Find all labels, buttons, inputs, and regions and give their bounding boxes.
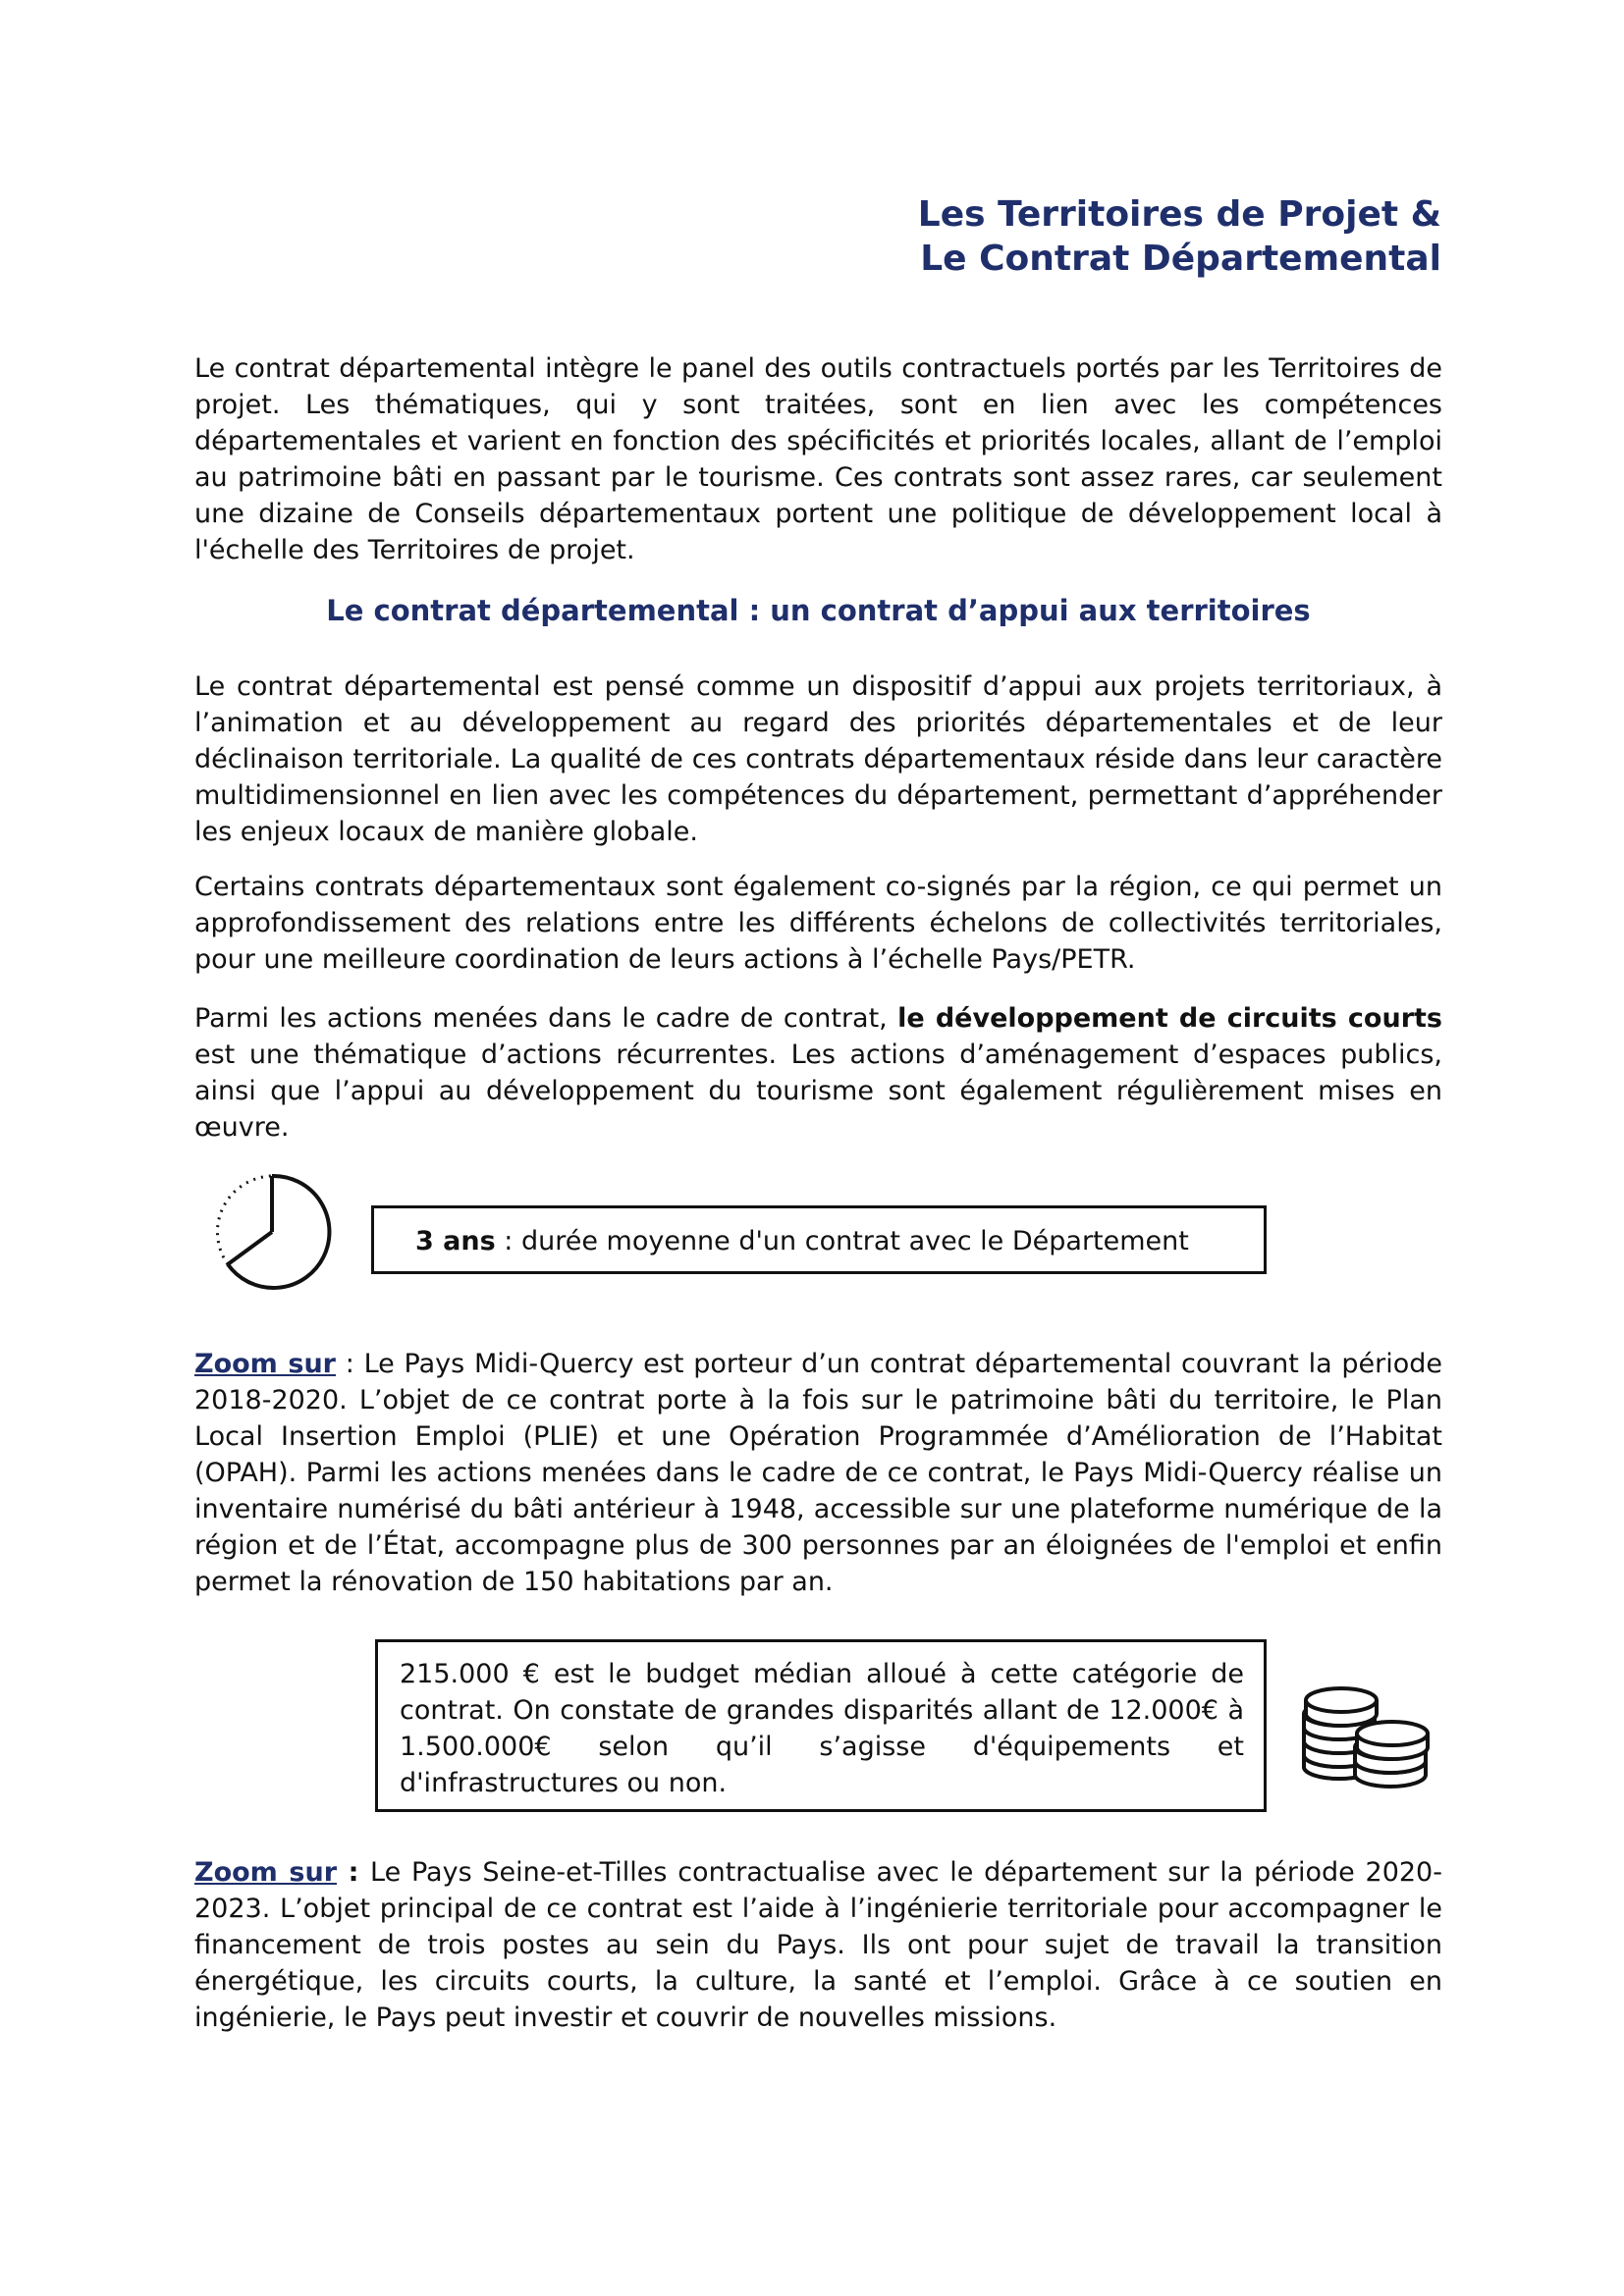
duration-stat-box [371, 1205, 1267, 1274]
intro-paragraph: Le contrat départemental intègre le panel des outils contractuels portés par les Territoires de projet. Les thématiques, qui y sont traitées, sont en lien avec les compétences départementales et varient en fonction des spécificités et priorités locales, allant de l’emploi au patrimoine bâti en passant par le tourisme. Ces contrats sont assez rares, car seulement une dizaine de Conseils départementaux portent une politique de développement local à l'échelle des Territoires de projet. [194, 353, 1442, 565]
budget-stat-text: 215.000 € est le budget médian alloué à cette catégorie de contrat. On constate de grandes disparités allant de 12.000€ à 1.500.000€ selon qu’il s’agisse d'équipements et d'infrastructures ou non. [400, 1659, 1244, 1798]
zoom-text: Le Pays Seine-et-Tilles contractualise avec le département sur la période 2020-2023. L’objet principal de ce contrat est l’aide à l’ingénierie territoriale pour accompagner le financement de trois postes au sein du Pays. Ils ont pour sujet de travail la transition énergétique, les circuits courts, la culture, la santé et l’emploi. Grâce à ce soutien en ingénierie, le Pays peut investir et couvrir de nouvelles missions. [194, 1857, 1442, 2033]
zoom-separator: : [337, 1857, 371, 1888]
paragraph-circuits-courts [194, 1000, 1442, 1146]
paragraph-text: est une thématique d’actions récurrentes. Les actions d’aménagement d’espaces publics, ainsi que l’appui au développement du tourisme sont également régulièrement mises en œuvre. [194, 1040, 1442, 1143]
zoom-seine-et-tilles [194, 1854, 1442, 2036]
zoom-separator: : [336, 1349, 364, 1379]
highlight-circuits-courts: le développement de circuits courts [897, 1003, 1442, 1034]
zoom-link[interactable]: Zoom sur [194, 1349, 336, 1379]
duration-stat-text [415, 1223, 1189, 1259]
paragraph-text: Parmi les actions menées dans le cadre de contrat, [194, 1003, 898, 1034]
zoom-text: Le Pays Midi-Quercy est porteur d’un contrat départemental couvrant la période 2018-2020. L’objet de ce contrat porte à la fois sur le patrimoine bâti du territoire, le Plan Local Insertion Emploi (PLIE) et une Opération Programmée d’Amélioration de l’Habitat (OPAH). Parmi les actions menées dans le cadre de ce contrat, le Pays Midi-Quercy réalise un inventaire numérisé du bâti antérieur à 1948, accessible sur une plateforme numérique de la région et de l’État, accompagne plus de 300 personnes par an éloignées de l'emploi et enfin permet la rénovation de 150 habitations par an. [194, 1349, 1442, 1597]
budget-stat-box [375, 1639, 1267, 1812]
page-title-line-2: Le Contrat Départemental [920, 239, 1441, 279]
duration-stat-value: 3 ans [415, 1226, 496, 1256]
section-heading: Le contrat départemental : un contrat d’appui aux territoires [326, 594, 1311, 627]
paragraph-appui: Le contrat départemental est pensé comme un dispositif d’appui aux projets territoriaux, à l’animation et au développement au regard des priorités départementales et de leur déclinaison territoriale. La qualité de ces contrats départementaux réside dans leur caractère multidimensionnel en lien avec les compétences du département, permettant d’appréhender les enjeux locaux de manière globale. [194, 671, 1442, 847]
page-title-line-1: Les Territoires de Projet & [917, 194, 1441, 235]
zoom-midi-quercy [194, 1346, 1442, 1600]
page-title [558, 192, 1441, 281]
duration-stat-label: : durée moyenne d'un contrat avec le Département [495, 1226, 1189, 1256]
paragraph-co-signature: Certains contrats départementaux sont également co-signés par la région, ce qui permet un approfondissement des relations entre les différents échelons de collectivités territoriales, pour une meilleure coordination de leurs actions à l’échelle Pays/PETR. [194, 872, 1442, 975]
clock-icon [210, 1170, 334, 1294]
coins-icon [1294, 1677, 1435, 1792]
zoom-link[interactable]: Zoom sur [194, 1857, 338, 1888]
